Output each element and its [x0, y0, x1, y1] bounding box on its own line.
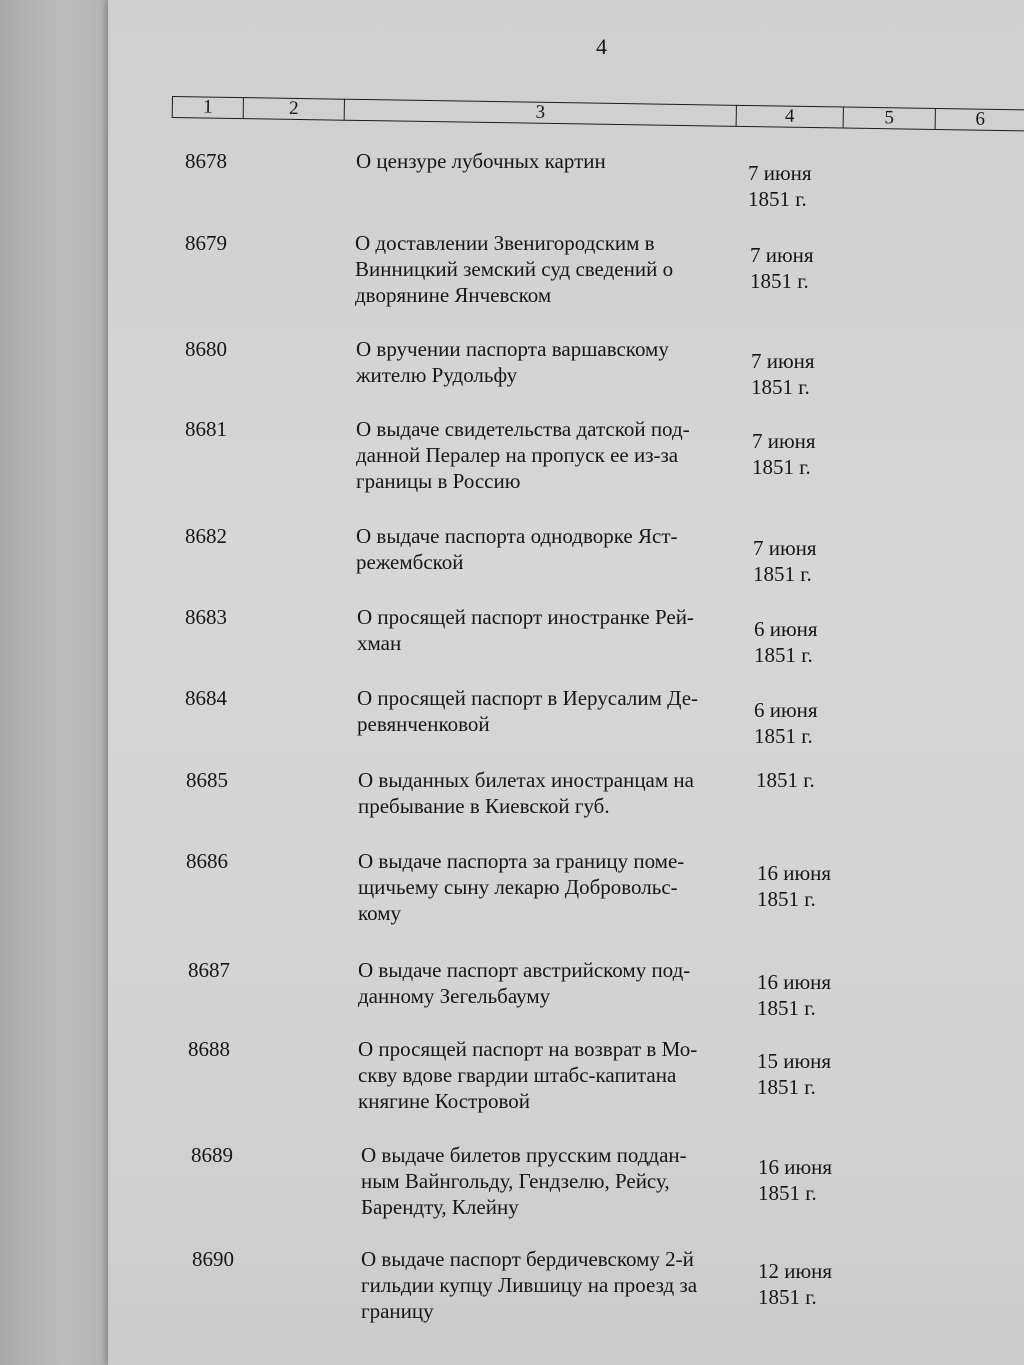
description-line: О доставлении Звенигородским в — [355, 231, 655, 255]
description-line: О выдаче паспорта за границу поме- — [358, 849, 685, 873]
entry-description — [355, 230, 745, 308]
entry-number: 8682 — [185, 524, 227, 548]
description-line: О выдаче свидетельства датской под- — [356, 417, 690, 441]
entry-date — [751, 348, 815, 400]
entry-date — [757, 860, 831, 912]
date-line: 7 июня — [751, 349, 815, 373]
description-line: О выданных билетах иностранцам на — [358, 768, 694, 792]
description-line: кому — [358, 901, 402, 925]
date-line: 1851 г. — [754, 643, 813, 667]
entry-description — [356, 336, 746, 388]
entry-description — [358, 848, 748, 926]
book-gutter — [0, 0, 108, 1365]
entry-date — [757, 1048, 831, 1100]
description-line: данной Пералер на пропуск ее из-за — [356, 443, 679, 467]
entry-description — [356, 523, 746, 575]
entry-description — [357, 685, 747, 737]
date-line: 1851 г. — [757, 1075, 816, 1099]
description-line: О просящей паспорт в Иерусалим Де- — [357, 686, 699, 710]
date-line: 1851 г. — [757, 887, 816, 911]
description-line: пребывание в Киевской губ. — [358, 794, 610, 818]
entry-description — [356, 416, 746, 494]
entry-date — [757, 969, 831, 1021]
entry-description — [361, 1246, 751, 1324]
column-header-3: 3 — [345, 99, 737, 127]
description-line: О просящей паспорт на возврат в Мо- — [358, 1037, 698, 1061]
description-line: режембской — [356, 550, 464, 574]
column-header-2: 2 — [244, 97, 345, 121]
date-line: 7 июня — [753, 536, 817, 560]
description-line: О выдаче паспорта однодворке Яст- — [356, 524, 678, 548]
description-line: скву вдове гвардии штабс-капитана — [358, 1063, 677, 1087]
date-line: 6 июня — [754, 698, 818, 722]
entry-description — [361, 1142, 751, 1220]
entry-description — [358, 957, 748, 1009]
entry-date — [754, 616, 818, 668]
description-line: границы в Россию — [356, 469, 521, 493]
description-line: гильдии купцу Лившицу на проезд за — [361, 1273, 698, 1297]
date-line: 1851 г. — [758, 1285, 817, 1309]
description-line: данному Зегельбауму — [358, 984, 551, 1008]
entry-number: 8687 — [188, 958, 230, 982]
entry-number: 8684 — [185, 686, 227, 710]
date-line: 1851 г. — [748, 187, 807, 211]
date-line: 7 июня — [752, 429, 816, 453]
entry-date — [758, 1258, 832, 1310]
entry-number: 8680 — [185, 337, 227, 361]
entry-date — [754, 697, 818, 749]
description-line: О цензуре лубочных картин — [356, 149, 606, 173]
entry-number: 8685 — [186, 768, 228, 792]
date-line: 16 июня — [757, 970, 832, 994]
date-line: 16 июня — [757, 861, 832, 885]
description-line: хман — [357, 631, 402, 655]
entry-date — [748, 160, 812, 212]
description-line: О вручении паспорта варшавскому — [356, 337, 669, 361]
date-line: 12 июня — [758, 1259, 833, 1283]
date-line: 6 июня — [754, 617, 818, 641]
description-line: княгине Костровой — [358, 1089, 531, 1113]
entry-date — [753, 535, 817, 587]
description-line: ревянченковой — [357, 712, 490, 736]
description-line: О выдаче паспорт австрийскому под- — [358, 958, 691, 982]
entry-number: 8686 — [186, 849, 228, 873]
date-line: 1851 г. — [756, 768, 815, 792]
date-line: 1851 г. — [754, 724, 813, 748]
page-number: 4 — [596, 34, 607, 59]
description-line: О просящей паспорт иностранке Рей- — [357, 605, 694, 629]
entry-description — [356, 148, 746, 174]
date-line: 16 июня — [758, 1155, 833, 1179]
description-line: О выдаче паспорт бердичевскому 2-й — [361, 1247, 694, 1271]
description-line: дворянине Янчевском — [355, 283, 552, 307]
description-line: границу — [361, 1299, 434, 1323]
column-header-5: 5 — [844, 107, 936, 130]
entry-number: 8678 — [185, 149, 227, 173]
date-line: 1851 г. — [750, 269, 809, 293]
date-line: 7 июня — [748, 161, 812, 185]
entry-number: 8690 — [192, 1247, 234, 1271]
column-header-1: 1 — [172, 96, 244, 119]
date-line: 1851 г. — [751, 375, 810, 399]
date-line: 1851 г. — [752, 455, 811, 479]
entry-date — [758, 1154, 832, 1206]
entry-date — [750, 242, 814, 294]
entry-description — [357, 604, 747, 656]
entry-date — [756, 767, 815, 793]
description-line: жителю Рудольфу — [356, 363, 518, 387]
entry-number: 8681 — [185, 417, 227, 441]
date-line: 1851 г. — [758, 1181, 817, 1205]
entry-date — [752, 428, 816, 480]
entry-description — [358, 1036, 748, 1114]
description-line: Барендту, Клейну — [361, 1195, 519, 1219]
entry-number: 8688 — [188, 1037, 230, 1061]
entry-number: 8683 — [185, 605, 227, 629]
date-line: 1851 г. — [757, 996, 816, 1020]
description-line: Винницкий земский суд сведений о — [355, 257, 674, 281]
column-header-4: 4 — [737, 105, 844, 129]
entry-description — [358, 767, 748, 819]
entry-number: 8689 — [191, 1143, 233, 1167]
date-line: 15 июня — [757, 1049, 832, 1073]
description-line: О выдаче билетов прусским поддан- — [361, 1143, 687, 1167]
column-header-6: 6 — [936, 108, 1024, 131]
date-line: 7 июня — [750, 243, 814, 267]
entry-number: 8679 — [185, 231, 227, 255]
description-line: ным Вайнгольду, Гендзелю, Рейсу, — [361, 1169, 670, 1193]
date-line: 1851 г. — [753, 562, 812, 586]
description-line: щичьему сыну лекарю Добровольс- — [358, 875, 678, 899]
